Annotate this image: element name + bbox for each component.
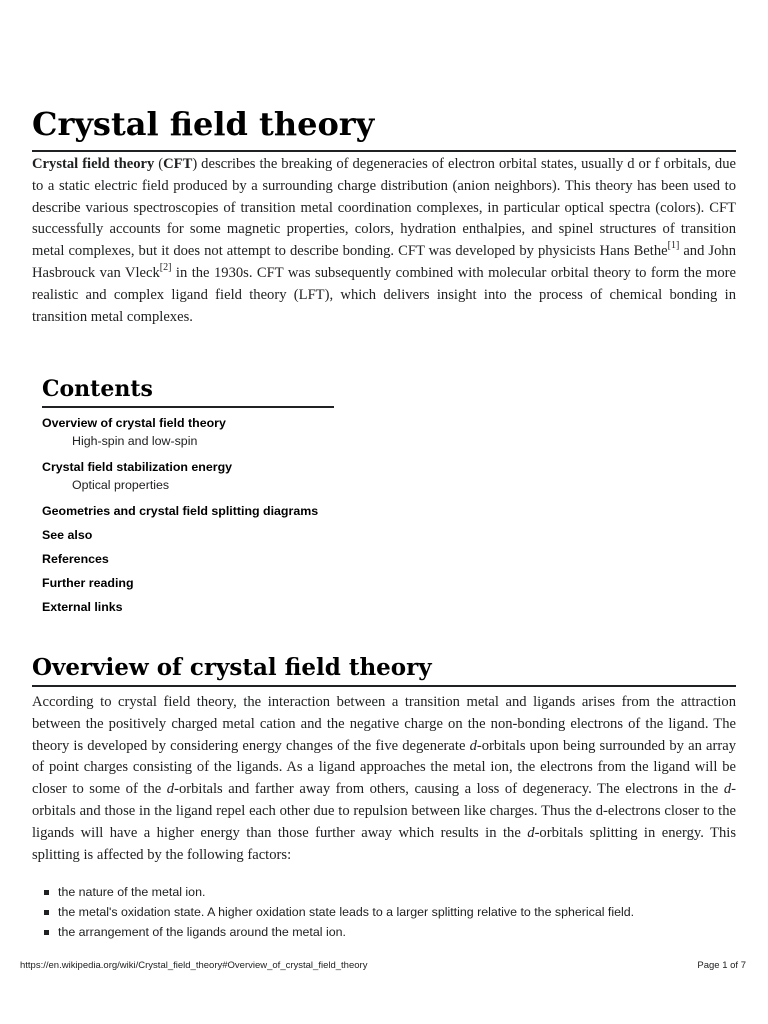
intro-abbr: CFT [163, 156, 193, 172]
toc-item-overview[interactable]: Overview of crystal field theory [42, 416, 226, 430]
list-item: the metal's oxidation state. A higher oxidation state leads to a larger splitting relative to the spherical field. [42, 902, 732, 922]
toc-item-stabilization-energy[interactable]: Crystal field stabilization energy [42, 460, 233, 474]
italic-d-1: d [469, 737, 477, 754]
intro-text-1: ) describes the breaking of degeneracies of electron orbital states, usually d or f orbitals, due to a static electric field produced by a surrounding charge distribution (anion neighbors). This theory has been used to describe various spectroscopies of transition metal coordination complexes, in particular optical spectra (colors). CFT successfully accounts for some magnetic properties, colors, hydration enthalpies, and spinel structures of transition metal complexes, but it does not attempt to describe bonding. CFT was developed by physicists Hans Bethe [32, 156, 737, 260]
toc-item-further-reading[interactable]: Further reading [42, 576, 134, 590]
toc-item-references[interactable]: References [42, 552, 109, 566]
toc-title: Contents [42, 374, 334, 408]
toc-item-geometries[interactable]: Geometries and crystal field splitting diagrams [42, 504, 319, 518]
table-of-contents [42, 374, 334, 614]
reference-link-2[interactable]: [2] [159, 262, 172, 274]
overview-text-c: -orbitals and farther away from others, causing a loss of degeneracy. The electrons in the [174, 781, 724, 798]
list-item: the arrangement of the ligands around the metal ion. [42, 922, 732, 942]
intro-abbr-open: ( [154, 156, 164, 172]
intro-bold-term: Crystal field theory [32, 156, 155, 172]
overview-text-d: -orbitals and those in the ligand repel each other due to repulsion between like charges. Thus the d-electrons closer to the ligands will have a higher energy than those further away which results in the [32, 781, 736, 841]
italic-d-4: d [527, 824, 535, 841]
toc-item-high-spin-low-spin[interactable]: High-spin and low-spin [72, 434, 198, 448]
reference-link-1[interactable]: [1] [667, 240, 680, 252]
intro-paragraph [32, 154, 736, 328]
italic-d-2: d [166, 781, 175, 798]
overview-paragraph [32, 692, 736, 866]
toc-item-optical-properties[interactable]: Optical properties [72, 478, 170, 492]
intro-text-3: in the 1930s. CFT was subsequently combined with molecular orbital theory to form the more realistic and complex ligand field theory (LFT), which delivers insight into the process of chemical bonding in transition metal complexes. [32, 264, 737, 325]
toc-item-see-also[interactable]: See also [42, 528, 93, 542]
factors-list [42, 882, 732, 942]
page-title: Crystal field theory [32, 104, 736, 152]
overview-text-b: -orbitals upon being surrounded by an array of point charges consisting of the ligands. As a ligand approaches the metal ion, the electrons from the ligand will be closer to some of the [32, 737, 736, 798]
intro-text-2: and John Hasbrouck van Vleck [32, 243, 736, 281]
italic-d-3: d [723, 781, 732, 798]
page-number: Page 1 of 7 [697, 960, 746, 971]
toc-item-external-links[interactable]: External links [42, 600, 123, 614]
overview-text-a: According to crystal field theory, the interaction between a transition metal and ligands arises from the attraction between the positively charged metal cation and the negative charge on the non-bonding electrons of the ligand. The theory is developed by considering energy changes of the five degenerate [32, 694, 736, 754]
footer-url: https://en.wikipedia.org/wiki/Crystal_field_theory#Overview_of_crystal_field_theory [20, 960, 368, 971]
section-heading-overview: Overview of crystal field theory [32, 652, 736, 687]
overview-text-e: -orbitals splitting in energy. This splitting is affected by the following factors: [32, 824, 737, 863]
list-item: the nature of the metal ion. [42, 882, 732, 902]
